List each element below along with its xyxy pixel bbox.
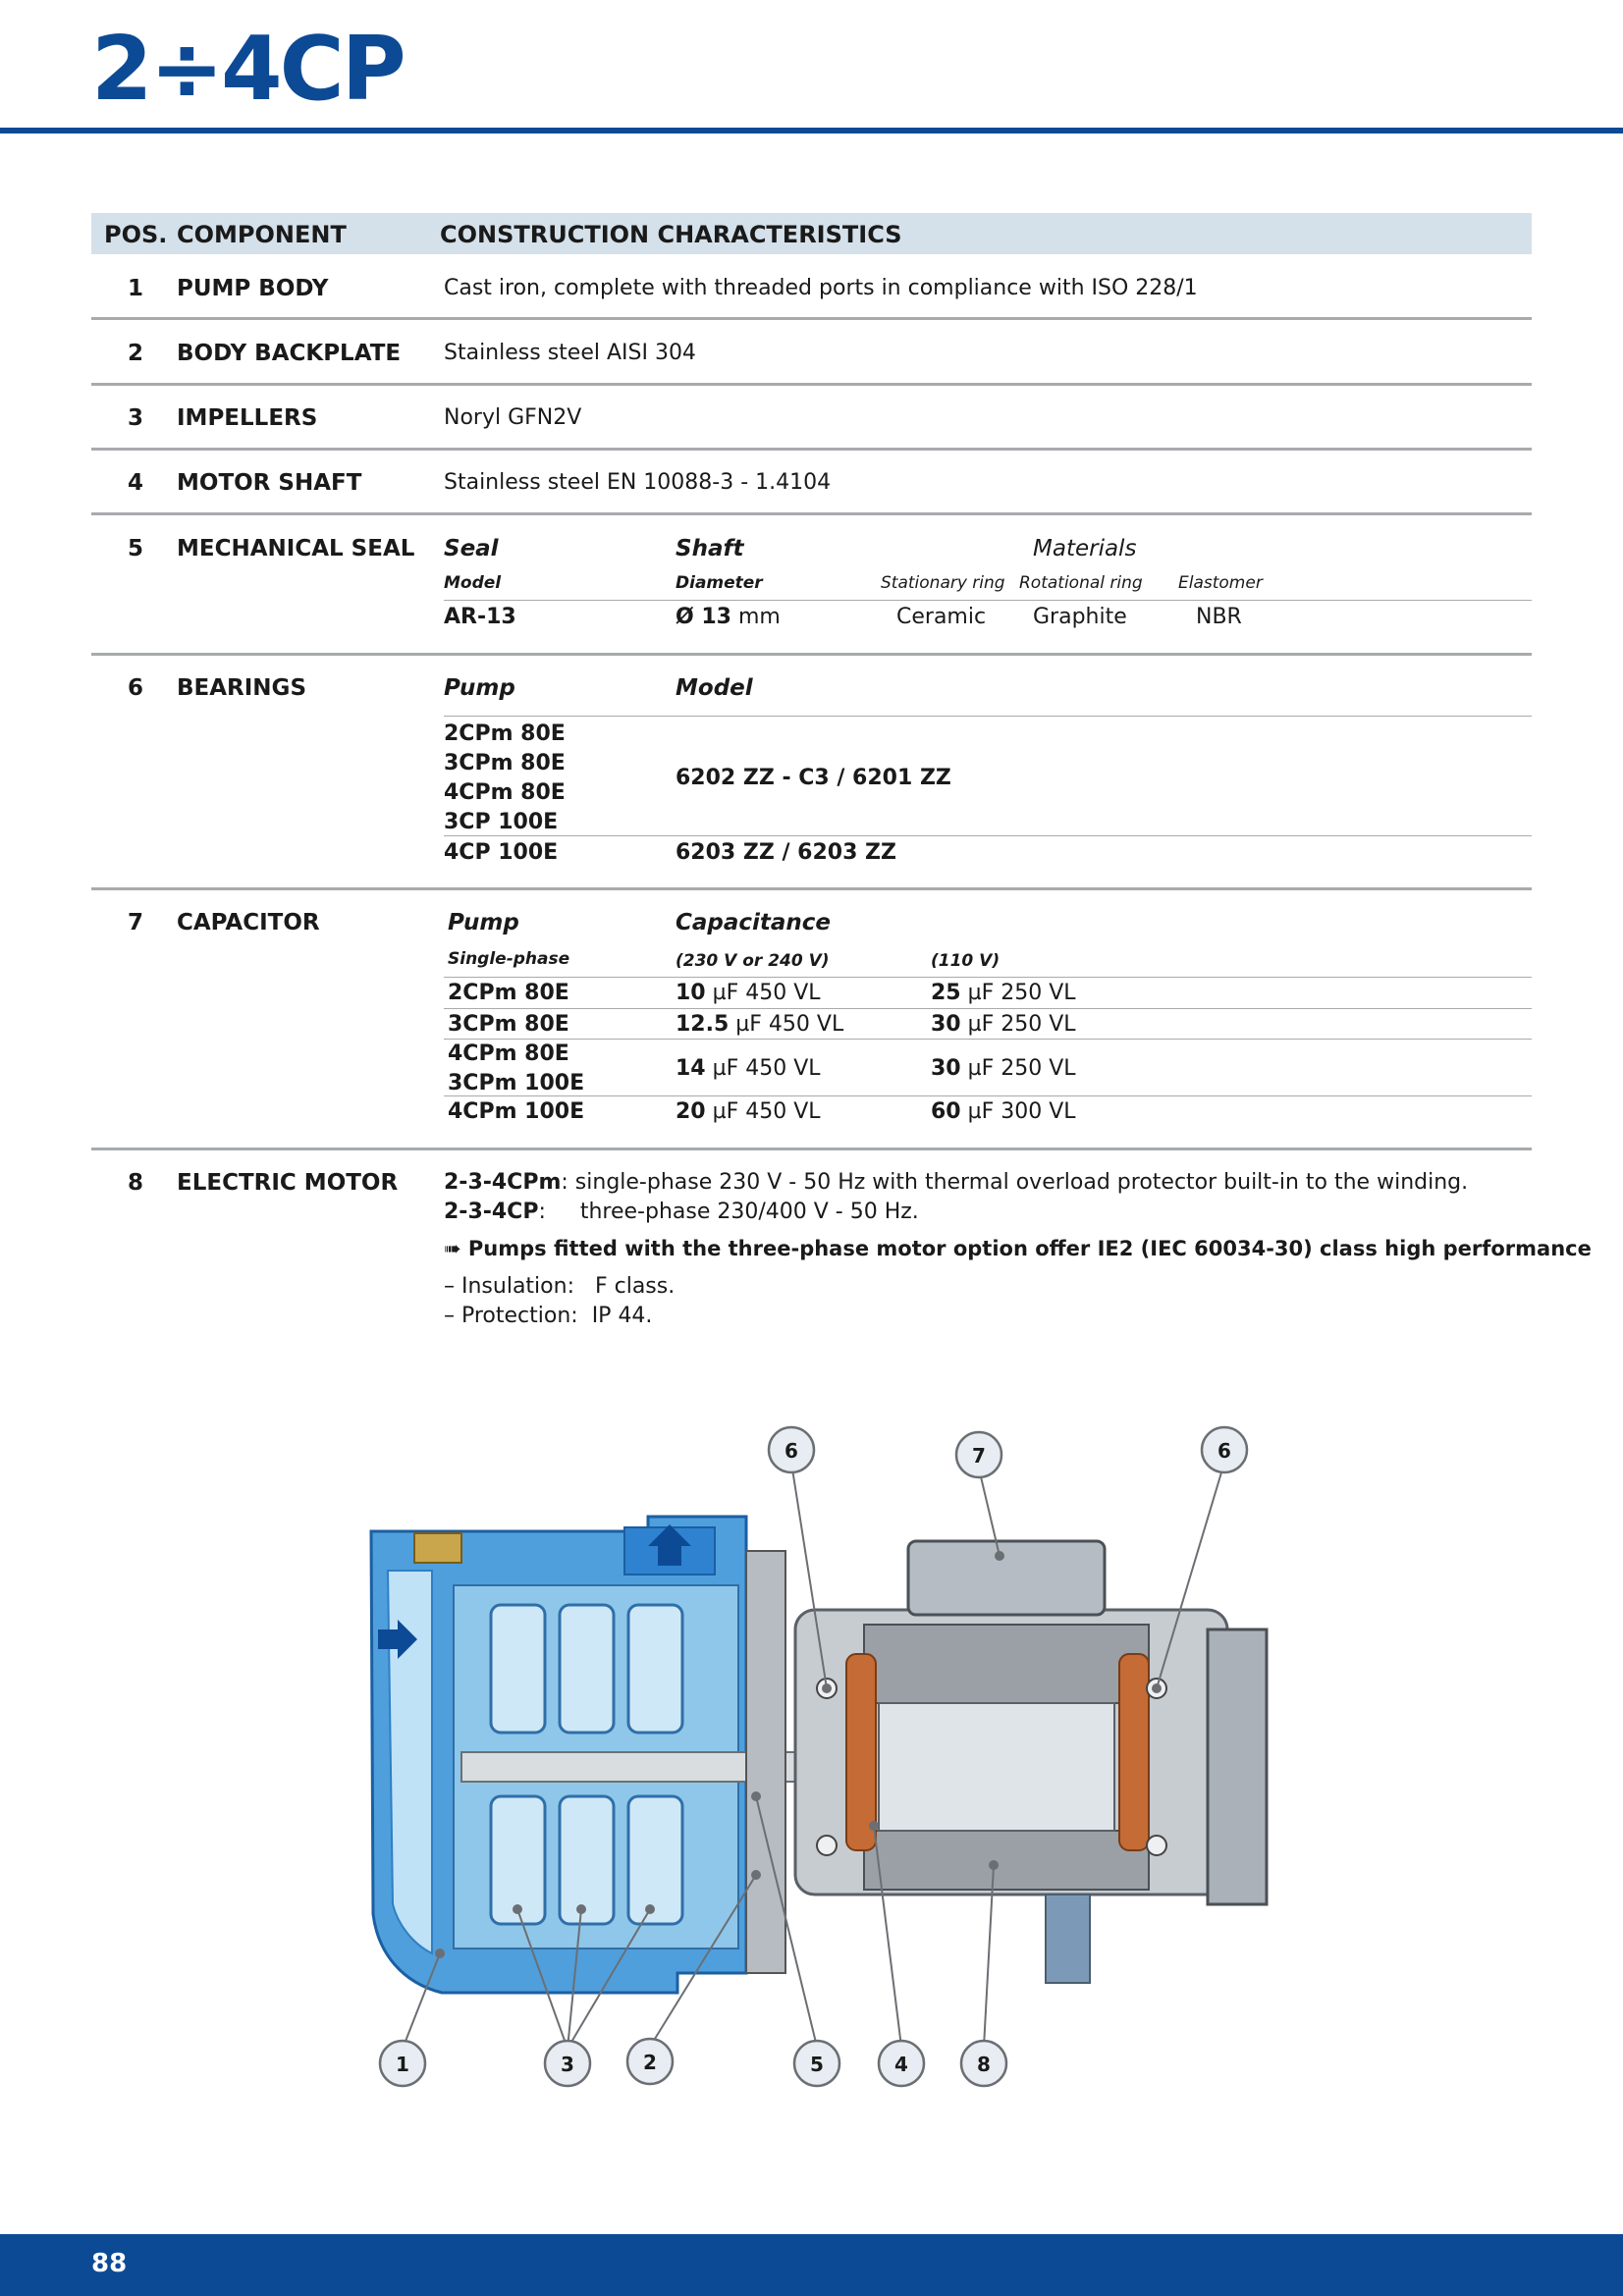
bearings-model: 6202 ZZ - C3 / 6201 ZZ xyxy=(676,766,951,790)
title-rule xyxy=(0,128,1623,133)
bearings-pump: 2CPm 80E xyxy=(444,721,566,746)
header-construction: CONSTRUCTION CHARACTERISTICS xyxy=(440,221,902,248)
row-4-pos: 4 xyxy=(127,470,143,496)
rotational-ring-subheader: Rotational ring xyxy=(1019,573,1143,593)
bearings-pump: 3CPm 80E xyxy=(444,751,566,775)
seal-model-subheader: Model xyxy=(444,573,502,593)
motor-protection: – Protection: IP 44. xyxy=(444,1304,653,1328)
row-3-component: IMPELLERS xyxy=(177,405,318,431)
row-1-pos: 1 xyxy=(127,276,143,301)
motor-foot xyxy=(1046,1895,1090,1983)
stator-top xyxy=(864,1625,1149,1703)
row-4-description: Stainless steel EN 10088-3 - 1.4104 xyxy=(444,470,832,495)
callout-bubble xyxy=(769,1427,814,1472)
row-8-component: ELECTRIC MOTOR xyxy=(177,1170,399,1196)
capacitor-pump: 3CPm 100E xyxy=(448,1071,585,1095)
bearings-pump: 4CP 100E xyxy=(444,840,559,865)
capacitance-230: 20 µF 450 VL xyxy=(676,1099,821,1124)
capacitance-230: 14 µF 450 VL xyxy=(676,1056,821,1081)
elastomer-value: NBR xyxy=(1196,605,1242,629)
callout-bubble xyxy=(545,2041,590,2086)
capacitance-110: 30 µF 250 VL xyxy=(931,1012,1076,1037)
capacitance-110: 60 µF 300 VL xyxy=(931,1099,1076,1124)
bearings-pump-header: Pump xyxy=(444,675,515,701)
svg-text:7: 7 xyxy=(972,1444,986,1468)
callout-bubble xyxy=(627,2039,673,2084)
header-component: COMPONENT xyxy=(177,221,347,248)
page-number: 88 xyxy=(91,2249,128,2278)
row-2-description: Stainless steel AISI 304 xyxy=(444,341,696,365)
row-divider xyxy=(91,448,1532,451)
single-phase-subheader: Single-phase xyxy=(448,949,570,969)
voltage-230-subheader: (230 V or 240 V) xyxy=(676,951,830,971)
shaft-header: Shaft xyxy=(676,536,744,561)
seal-header: Seal xyxy=(444,536,499,561)
bearings-subrule xyxy=(444,716,1532,717)
bearing-rear xyxy=(1147,1836,1166,1855)
row-7-pos: 7 xyxy=(127,910,143,935)
shaft-diameter-value: Ø 13 mm xyxy=(676,605,781,629)
row-5-component: MECHANICAL SEAL xyxy=(177,536,415,561)
capacitance-230: 10 µF 450 VL xyxy=(676,981,821,1005)
fill-plug xyxy=(414,1533,461,1563)
capacitance-110: 30 µF 250 VL xyxy=(931,1056,1076,1081)
bearings-pump: 4CPm 80E xyxy=(444,780,566,805)
svg-text:8: 8 xyxy=(977,2053,991,2076)
capacitor-pump: 2CPm 80E xyxy=(448,981,569,1005)
seal-subrule xyxy=(444,600,1532,601)
row-8-pos: 8 xyxy=(127,1170,143,1196)
row-divider xyxy=(91,653,1532,656)
callout-bubble xyxy=(1202,1427,1247,1472)
svg-text:3: 3 xyxy=(561,2053,574,2076)
bearings-model: 6203 ZZ / 6203 ZZ xyxy=(676,840,896,865)
svg-text:6: 6 xyxy=(1217,1439,1231,1463)
callout-bubble xyxy=(961,2041,1006,2086)
capacitor-pump: 4CPm 80E xyxy=(448,1041,569,1066)
row-1-component: PUMP BODY xyxy=(177,276,329,301)
bearings-model-header: Model xyxy=(676,675,753,701)
row-divider xyxy=(91,887,1532,890)
capacitor-pump: 3CPm 80E xyxy=(448,1012,569,1037)
capacitance-230: 12.5 µF 450 VL xyxy=(676,1012,844,1037)
page-title: 2÷4CP xyxy=(91,18,404,121)
bearing-front xyxy=(817,1836,837,1855)
winding-left xyxy=(846,1654,876,1850)
rotational-ring-value: Graphite xyxy=(1033,605,1127,629)
header-pos: POS. xyxy=(104,221,168,248)
capacitance-header: Capacitance xyxy=(676,910,832,935)
capacitor-subrule xyxy=(444,1039,1532,1040)
fan-cover xyxy=(1208,1629,1267,1904)
row-5-pos: 5 xyxy=(127,536,143,561)
materials-header: Materials xyxy=(1033,536,1137,561)
svg-text:5: 5 xyxy=(810,2053,824,2076)
body-backplate xyxy=(746,1551,785,1973)
row-1-description: Cast iron, complete with threaded ports in compliance with ISO 228/1 xyxy=(444,276,1198,300)
capacitance-110: 25 µF 250 VL xyxy=(931,981,1076,1005)
capacitor-subrule xyxy=(444,977,1532,978)
capacitor-subrule xyxy=(444,1095,1532,1096)
pump-body-inner xyxy=(388,1571,432,1953)
winding-right xyxy=(1119,1654,1149,1850)
row-divider xyxy=(91,383,1532,386)
pump-cutaway-diagram xyxy=(0,1404,1623,2091)
svg-text:1: 1 xyxy=(396,2053,409,2076)
capacitor-pump-header: Pump xyxy=(448,910,519,935)
row-7-component: CAPACITOR xyxy=(177,910,320,935)
capacitor xyxy=(908,1541,1105,1615)
row-divider xyxy=(91,317,1532,320)
footer-bar xyxy=(0,2234,1623,2296)
svg-text:4: 4 xyxy=(894,2053,908,2076)
row-divider xyxy=(91,512,1532,515)
bearings-pump: 3CP 100E xyxy=(444,810,559,834)
row-2-pos: 2 xyxy=(127,341,143,366)
row-3-pos: 3 xyxy=(127,405,143,431)
rotor xyxy=(879,1703,1114,1831)
svg-text:6: 6 xyxy=(784,1439,798,1463)
motor-three-phase-line: 2-3-4CP: three-phase 230/400 V - 50 Hz. xyxy=(444,1200,919,1224)
motor-single-phase-line: 2-3-4CPm: single-phase 230 V - 50 Hz with thermal overload protector built-in to the winding. xyxy=(444,1170,1469,1195)
row-divider xyxy=(91,1148,1532,1150)
callout-bubble xyxy=(380,2041,425,2086)
svg-text:2: 2 xyxy=(643,2051,657,2074)
stationary-ring-subheader: Stationary ring xyxy=(881,573,1005,593)
stationary-ring-value: Ceramic xyxy=(896,605,987,629)
voltage-110-subheader: (110 V) xyxy=(931,951,1001,971)
elastomer-subheader: Elastomer xyxy=(1178,573,1263,593)
row-6-component: BEARINGS xyxy=(177,675,307,701)
row-2-component: BODY BACKPLATE xyxy=(177,341,402,366)
shaft-diameter-subheader: Diameter xyxy=(676,573,763,593)
row-3-description: Noryl GFN2V xyxy=(444,405,582,430)
row-4-component: MOTOR SHAFT xyxy=(177,470,362,496)
capacitor-subrule xyxy=(444,1008,1532,1009)
callout-bubble xyxy=(879,2041,924,2086)
callout-bubble xyxy=(794,2041,839,2086)
motor-insulation: – Insulation: F class. xyxy=(444,1274,676,1299)
callout-bubble xyxy=(956,1432,1001,1477)
seal-model-value: AR-13 xyxy=(444,605,516,629)
motor-performance-note: ➠ Pumps fitted with the three-phase motor option offer IE2 (IEC 60034-30) class high performance xyxy=(444,1237,1592,1260)
table-header xyxy=(91,213,1532,254)
capacitor-pump: 4CPm 100E xyxy=(448,1099,585,1124)
stator-bottom xyxy=(864,1831,1149,1890)
bearings-subrule xyxy=(444,835,1532,836)
row-6-pos: 6 xyxy=(127,675,143,701)
